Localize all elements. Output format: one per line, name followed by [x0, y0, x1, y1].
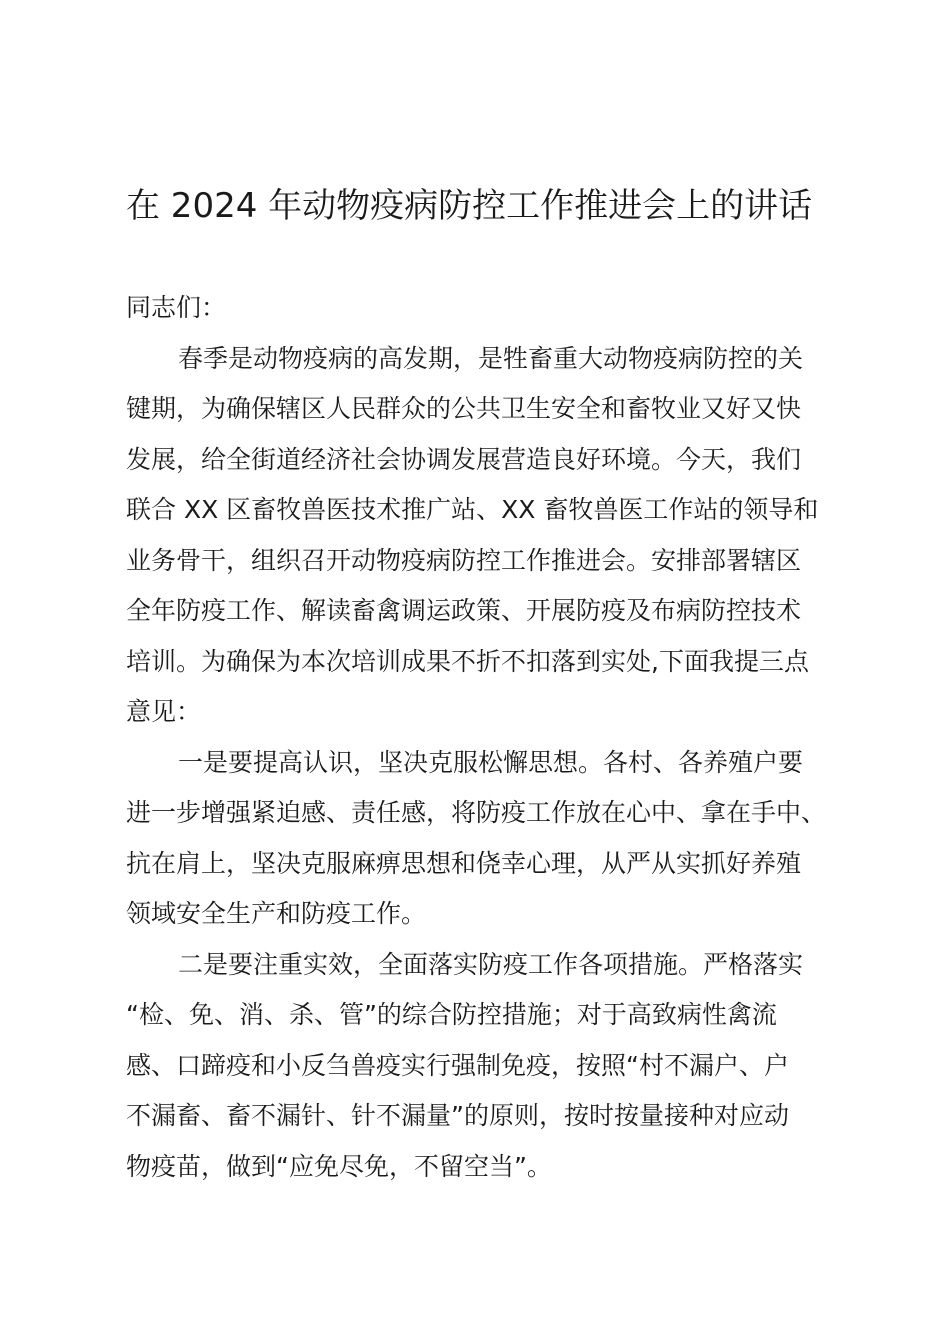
paragraph-line: 发展，给全街道经济社会协调发展营造良好环境。今天，我们 — [126, 444, 802, 474]
paragraph-line: 领域安全生产和防疫工作。 — [126, 899, 427, 928]
paragraph-line: 一是要提高认识，坚决克服松懈思想。各村、各养殖户要 — [178, 747, 804, 777]
paragraph-line: 不漏畜、畜不漏针、针不漏量”的原则，按时按量接种对应动 — [126, 1101, 789, 1130]
paragraph-line: 感、口蹄疫和小反刍兽疫实行强制免疫，按照“村不漏户、户 — [126, 1050, 789, 1080]
paragraph-intro — [126, 334, 834, 738]
paragraph-point-one — [126, 738, 834, 940]
paragraph-line: 业务骨干，组织召开动物疫病防控工作推进会。安排部署辖区 — [126, 545, 802, 575]
paragraph-line: 抗在肩上，坚决克服麻痹思想和侥幸心理，从严从实抓好养殖 — [126, 848, 802, 878]
paragraph-line: 二是要注重实效，全面落实防疫工作各项措施。严格落实 — [178, 949, 804, 979]
salutation: 同志们： — [126, 293, 227, 322]
paragraph-line: 键期，为确保辖区人民群众的公共卫生安全和畜牧业又好又快 — [126, 394, 802, 423]
paragraph-line: 联合 XX 区畜牧兽医技术推广站、XX 畜牧兽医工作站的领导和 — [126, 495, 819, 524]
paragraph-line: 物疫苗，做到“应免尽免，不留空当”。 — [126, 1151, 552, 1181]
document-title: 在 2024 年动物疫病防控工作推进会上的讲话 — [126, 186, 813, 226]
paragraph-line: 全年防疫工作、解读畜禽调运政策、开展防疫及布病防控技术 — [126, 596, 802, 625]
document-body — [126, 283, 834, 1192]
paragraph-line: 春季是动物疫病的高发期，是牲畜重大动物疫病防控的关 — [178, 343, 804, 373]
paragraph-line: 培训。为确保为本次培训成果不折不扣落到实处,下面我提三点 — [126, 646, 809, 676]
paragraph-line: 意见： — [126, 697, 202, 726]
paragraph-line: “检、免、消、杀、管”的综合防控措施；对于高致病性禽流 — [126, 1000, 777, 1029]
paragraph-point-two — [126, 940, 834, 1193]
paragraph-line: 进一步增强紧迫感、责任感，将防疫工作放在心中、拿在手中、 — [126, 798, 827, 827]
